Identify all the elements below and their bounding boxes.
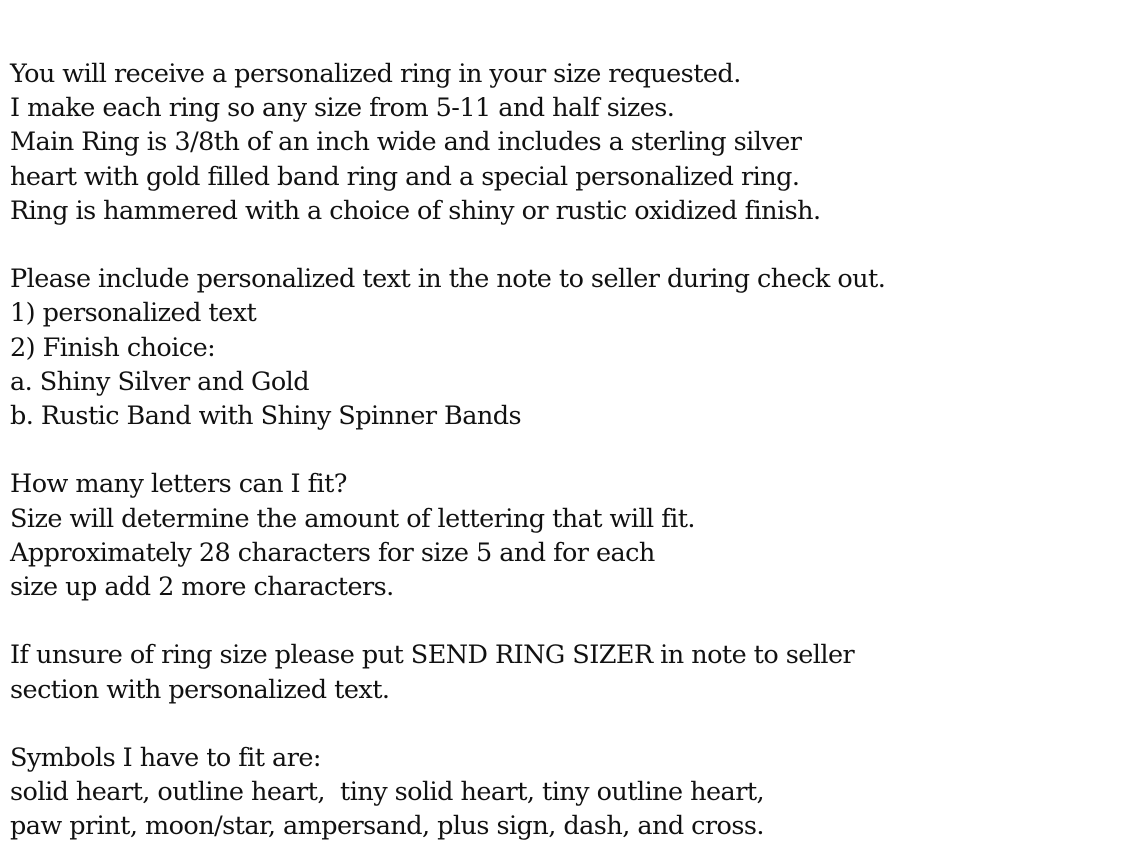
text-line: Ring is hammered with a choice of shiny or rustic oxidized finish. bbox=[10, 195, 821, 226]
text-line: 2) Finish choice: bbox=[10, 332, 216, 363]
product-description bbox=[10, 57, 1130, 844]
text-line: solid heart, outline heart, tiny solid heart, tiny outline heart, bbox=[10, 777, 765, 808]
text-line: paw print, moon/star, ampersand, plus sign, dash, and cross. bbox=[10, 811, 764, 842]
text-line: section with personalized text. bbox=[10, 674, 390, 705]
text-line: a. Shiny Silver and Gold bbox=[10, 366, 310, 397]
text-line: How many letters can I fit? bbox=[10, 469, 347, 500]
paragraph-overview bbox=[10, 57, 1130, 228]
text-line: Approximately 28 characters for size 5 and for each bbox=[10, 537, 655, 568]
text-line: Please include personalized text in the note to seller during check out. bbox=[10, 264, 886, 295]
paragraph-ring-sizer bbox=[10, 638, 1130, 706]
text-line: 1) personalized text bbox=[10, 298, 257, 329]
paragraph-symbols bbox=[10, 741, 1130, 844]
text-line: If unsure of ring size please put SEND RING SIZER in note to seller bbox=[10, 640, 855, 671]
text-line: heart with gold filled band ring and a special personalized ring. bbox=[10, 161, 800, 192]
paragraph-instructions bbox=[10, 262, 1130, 433]
text-line: Symbols I have to fit are: bbox=[10, 743, 321, 773]
text-line: Main Ring is 3/8th of an inch wide and includes a sterling silver bbox=[10, 127, 802, 158]
text-line: I make each ring so any size from 5-11 and half sizes. bbox=[10, 93, 675, 124]
text-line: Size will determine the amount of lettering that will fit. bbox=[10, 503, 695, 534]
text-line: b. Rustic Band with Shiny Spinner Bands bbox=[10, 401, 522, 432]
text-line: You will receive a personalized ring in your size requested. bbox=[10, 59, 741, 89]
text-line: size up add 2 more characters. bbox=[10, 572, 394, 603]
paragraph-letter-count bbox=[10, 467, 1130, 604]
